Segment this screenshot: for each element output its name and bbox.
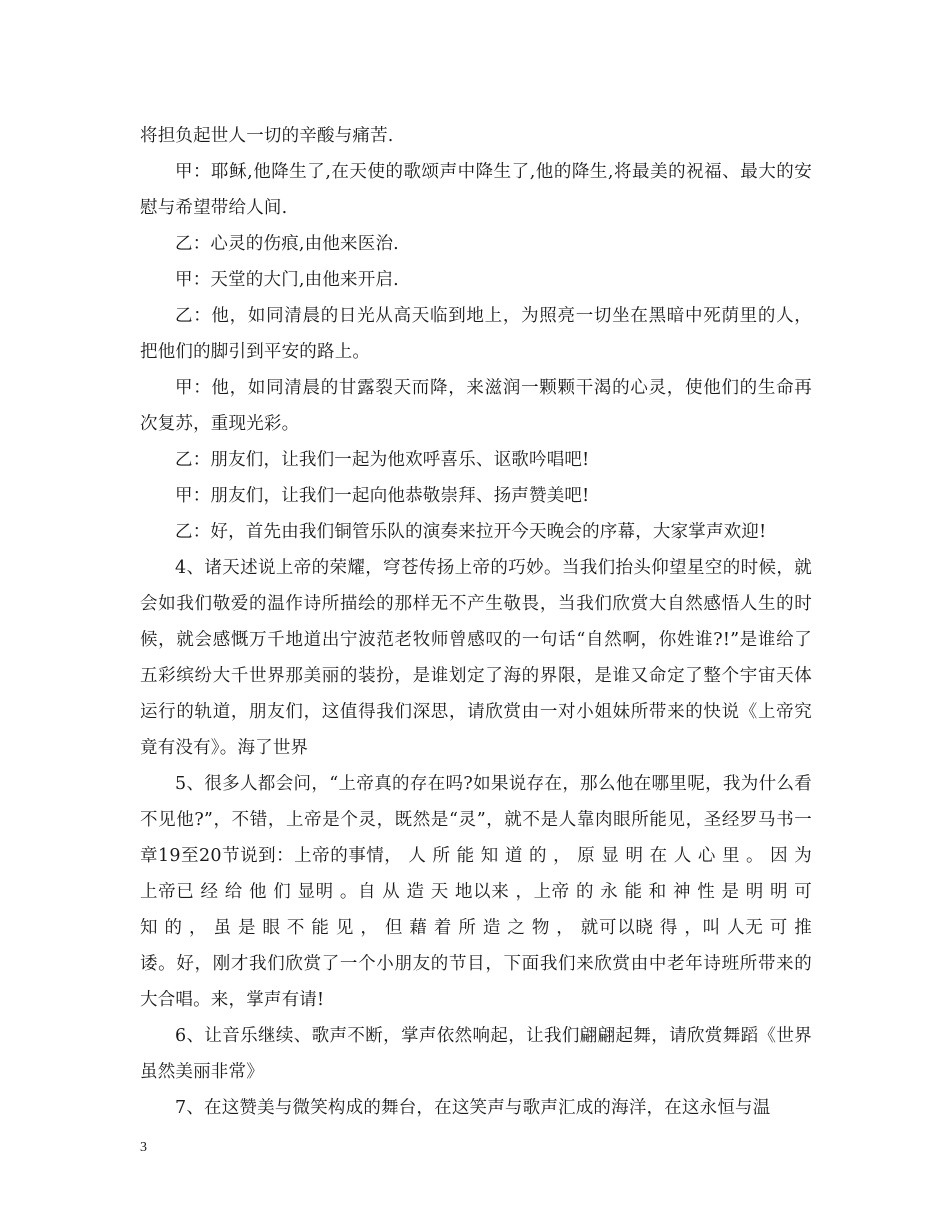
document-body xyxy=(140,118,812,1126)
paragraph-9: 4、诸天述说上帝的荣耀，穹苍传扬上帝的巧妙。当我们抬头仰望星空的时候，就会如我们敬爱的温作诗所描绘的那样无不产生敬畏，当我们欣赏大自然感悟人生的时候，就会感慨万千地道出宁波范老牧师曾感叹的一句话“自然啊，你姓谁?!”是谁给了五彩缤纷大千世界那美丽的装扮，是谁划定了海的界限，是谁又命定了整个宇宙天体运行的轨道，朋友们，这值得我们深思，请欣赏由一对小姐妹所带来的快说《上帝究竟有没有》。海了世界 xyxy=(140,558,812,758)
paragraph-7: 甲：朋友们，让我们一起向他恭敬崇拜、扬声赞美吧! xyxy=(175,486,590,506)
paragraph-0: 将担负起世人一切的辛酸与痛苦. xyxy=(140,126,394,146)
paragraph-10: 5、很多人都会问，“上帝真的存在吗?如果说存在，那么他在哪里呢，我为什么看不见他?”，不错，上帝是个灵，既然是“灵”，就不是人靠肉眼所能见，圣经罗马书一章19至20节说到：上帝的事情， 人 所 能 知 道 的 ， 原 显 明 在 人 心 里 。 因 为 上帝已 经 给 他 们 显明 。自 从 造 天 地以来 ，上帝 的 永 能 和 神 性 是 明 明 可 知 的 ， 虽 是 眼 不 能 见 ， 但 藉 着 所 造 之 物 ， 就可以晓 得 ，叫 人无 可 推诿。好，刚才我们欣赏了一个小朋友的节目，下面我们来欣赏由中老年诗班所带来的大合唱。来，掌声有请! xyxy=(140,774,812,1010)
paragraph-4: 乙：他，如同清晨的日光从高天临到地上，为照亮一切坐在黑暗中死荫里的人，把他们的脚引到平安的路上。 xyxy=(140,306,812,362)
page-number: 3 xyxy=(140,1140,147,1155)
paragraph-2: 乙：心灵的伤痕,由他来医治. xyxy=(175,234,399,254)
paragraph-6: 乙：朋友们，让我们一起为他欢呼喜乐、讴歌吟唱吧! xyxy=(175,450,590,470)
paragraph-5: 甲：他，如同清晨的甘露裂天而降，来滋润一颗颗干渴的心灵，使他们的生命再次复苏，重现光彩。 xyxy=(140,378,812,434)
paragraph-8: 乙：好，首先由我们铜管乐队的演奏来拉开今天晚会的序幕，大家掌声欢迎! xyxy=(175,522,767,542)
paragraph-3: 甲：天堂的大门,由他来开启. xyxy=(175,270,399,290)
paragraph-11: 6、让音乐继续、歌声不断，掌声依然响起，让我们翩翩起舞，请欣赏舞蹈《世界虽然美丽非常》 xyxy=(140,1026,812,1082)
paragraph-1: 甲：耶稣,他降生了,在天使的歌颂声中降生了,他的降生,将最美的祝福、最大的安慰与希望带给人间. xyxy=(140,162,812,218)
paragraph-12: 7、在这赞美与微笑构成的舞台，在这笑声与歌声汇成的海洋，在这永恒与温 xyxy=(175,1098,771,1118)
